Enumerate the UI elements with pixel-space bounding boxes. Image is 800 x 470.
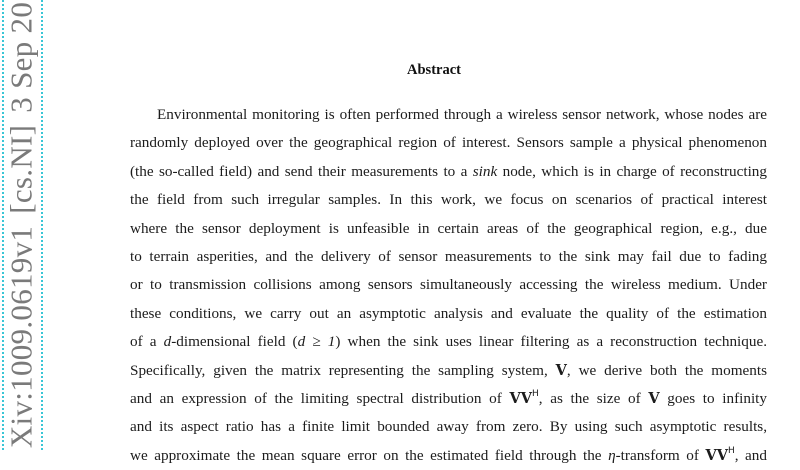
abstract-line: these conditions, we carry out an asymptotic analysis and evaluate the quality of the estimation — [130, 304, 767, 322]
abstract-line: Specifically, given the matrix representing the sampling system, V, we derive both the moments — [130, 361, 767, 379]
abstract-line: (the so-called field) and send their measurements to a sink node, which is in charge of reconstructing — [130, 162, 767, 180]
arxiv-category: [cs.NI] — [3, 124, 39, 214]
emphasis-sink: sink — [472, 162, 498, 180]
abstract-line: and an expression of the limiting spectral distribution of $VV^H$, as the size of V goes to infinity — [130, 388, 767, 407]
abstract-line: where the sensor deployment is unfeasible in certain areas of the geographical region, e.g., due — [130, 219, 767, 237]
math-eta: η — [608, 446, 616, 464]
abstract-line: to terrain asperities, and the delivery of sensor measurements to the sink may fail due to fading — [130, 247, 767, 265]
matrix-V: V — [555, 361, 567, 379]
hermitian-superscript: H — [531, 388, 539, 399]
abstract-heading: Abstract — [407, 62, 461, 78]
abstract-line: we approximate the mean square error on the estimated field through the η-transform of $VV^H$, and — [130, 445, 767, 464]
matrix-V: V — [648, 389, 660, 407]
abstract-body — [130, 101, 767, 470]
abstract-line: randomly deployed over the geographical region of interest. Sensors sample a physical phenomenon — [130, 134, 767, 152]
abstract-line: Environmental monitoring is often performed through a wireless sensor network, whose nodes are — [157, 106, 767, 123]
hermitian-superscript: H — [727, 445, 735, 456]
arxiv-date: 3 Sep 20 — [3, 1, 39, 113]
math-inequality: d ≥ 1 — [297, 333, 336, 351]
matrix-VV: VV — [705, 446, 728, 464]
abstract-line: of a d-dimensional field (d ≥ 1) when the sink uses linear filtering as a reconstruction technique. — [130, 333, 768, 351]
math-variable-d: d — [163, 333, 172, 351]
abstract-line: or to transmission collisions among sensors simultaneously accessing the wireless medium. Under — [130, 276, 767, 294]
arxiv-id: Xiv:1009.0619v1 — [3, 225, 39, 449]
matrix-VV: VV — [509, 389, 532, 407]
abstract-line: the field from such irregular samples. In this work, we focus on scenarios of practical interest — [130, 191, 767, 209]
abstract-line: and its aspect ratio has a finite limit bounded away from zero. By using such asymptotic results, — [130, 418, 767, 436]
